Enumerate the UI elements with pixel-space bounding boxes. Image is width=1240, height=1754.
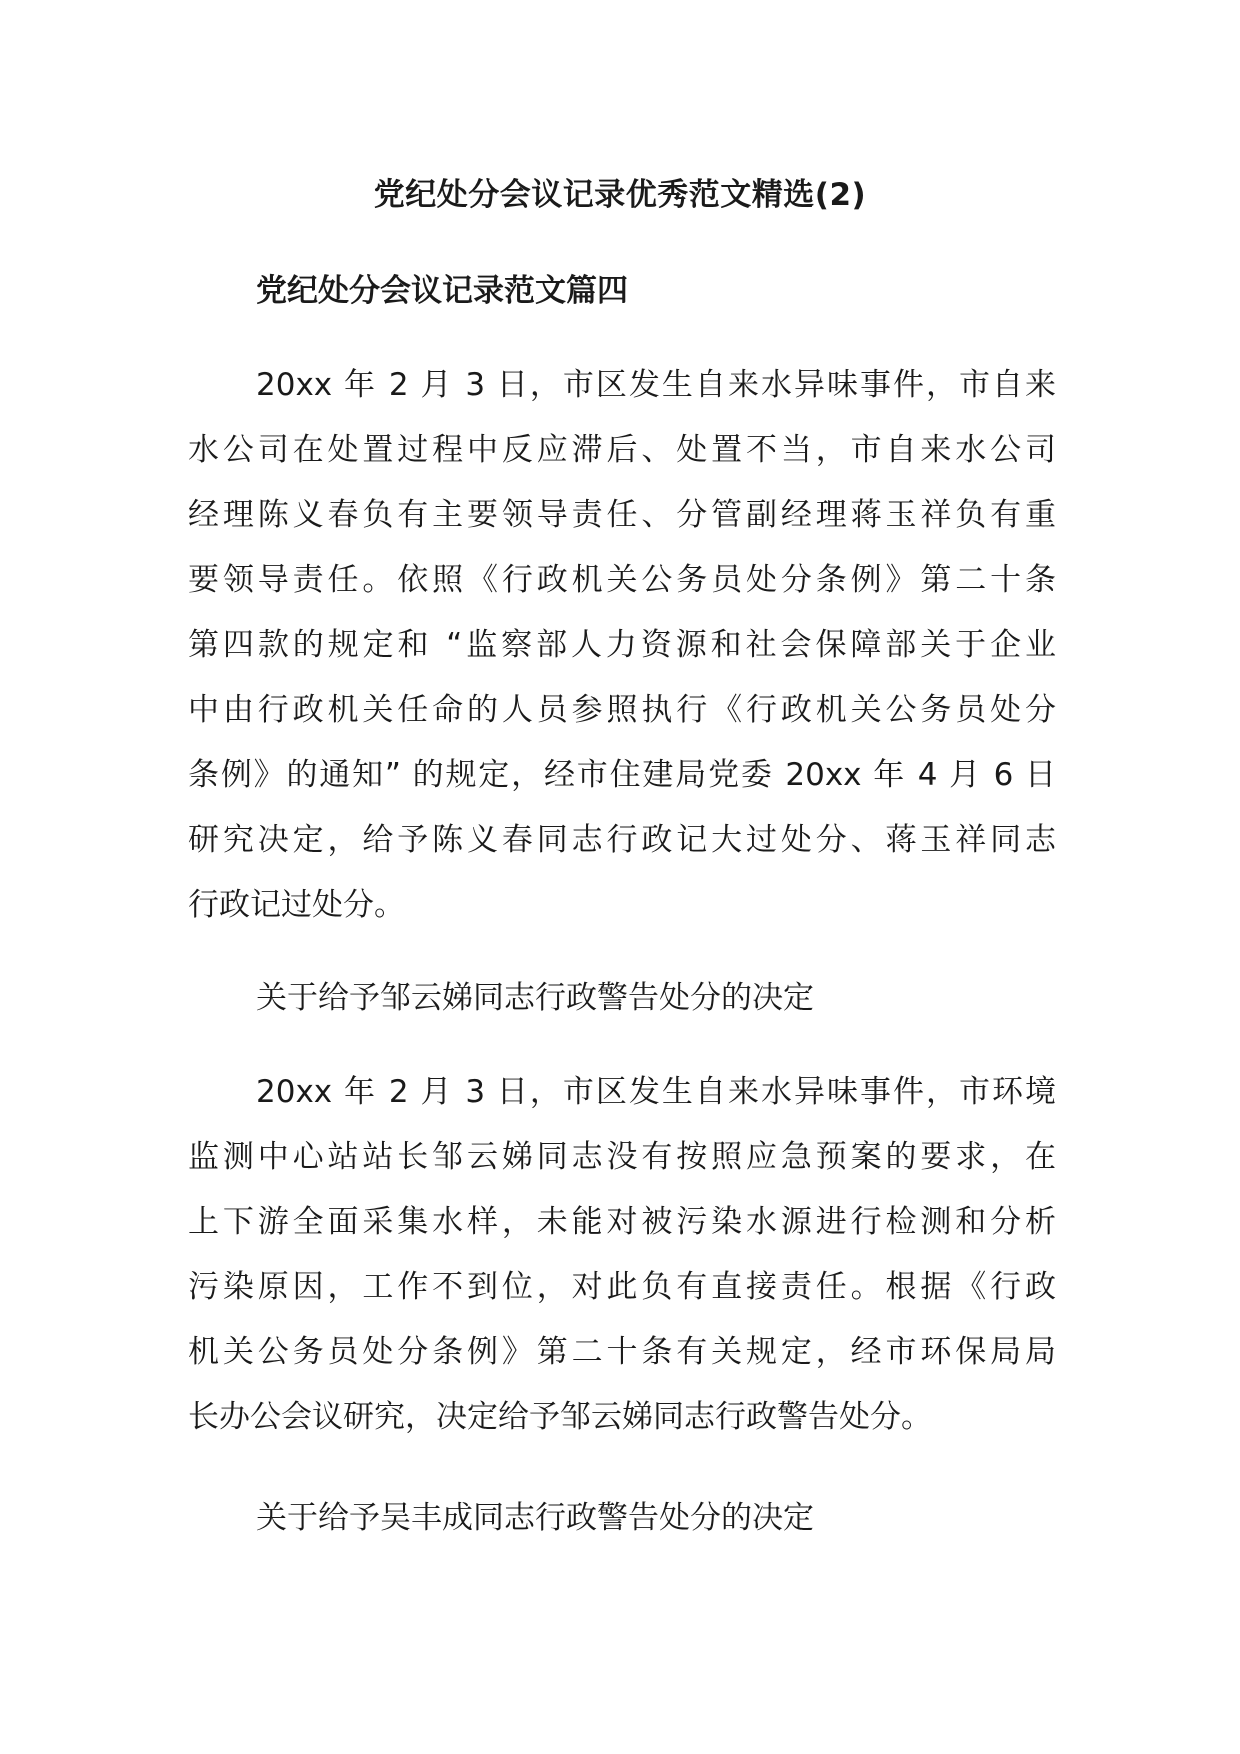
paragraph-1-line: 水公司在处置过程中反应滞后、处置不当，市自来水公司 [188,432,1056,468]
paragraph-1-line: 经理陈义春负有主要领导责任、分管副经理蒋玉祥负有重 [188,497,1056,533]
decision-heading-zou: 关于给予邹云娣同志行政警告处分的决定 [256,980,814,1016]
paragraph-2-line: 监测中心站站长邹云娣同志没有按照应急预案的要求，在 [188,1139,1056,1175]
paragraph-2 [188,1060,1056,1450]
paragraph-1-line: 20xx 年 2 月 3 日，市区发生自来水异味事件，市自来 [256,367,1056,403]
paragraph-2-line: 长办公会议研究，决定给予邹云娣同志行政警告处分。 [188,1399,932,1435]
decision-heading-wu: 关于给予吴丰成同志行政警告处分的决定 [256,1500,814,1536]
section-subtitle: 党纪处分会议记录范文篇四 [256,273,628,309]
paragraph-2-line: 污染原因，工作不到位，对此负有直接责任。根据《行政 [188,1269,1056,1305]
document-title: 党纪处分会议记录优秀范文精选(2) [373,177,867,213]
paragraph-1-line: 行政记过处分。 [188,887,405,923]
paragraph-2-line: 机关公务员处分条例》第二十条有关规定，经市环保局局 [188,1334,1056,1370]
paragraph-2-line: 20xx 年 2 月 3 日，市区发生自来水异味事件，市环境 [256,1074,1056,1110]
paragraph-1-line: 研究决定，给予陈义春同志行政记大过处分、蒋玉祥同志 [188,822,1056,858]
paragraph-1-line: 中由行政机关任命的人员参照执行《行政机关公务员处分 [188,692,1056,728]
paragraph-1 [188,353,1056,938]
paragraph-1-line: 条例》的通知” 的规定，经市住建局党委 20xx 年 4 月 6 日 [188,757,1056,793]
paragraph-1-line: 第四款的规定和 “监察部人力资源和社会保障部关于企业 [188,627,1056,663]
paragraph-1-line: 要领导责任。依照《行政机关公务员处分条例》第二十条 [188,562,1056,598]
paragraph-2-line: 上下游全面采集水样，未能对被污染水源进行检测和分析 [188,1204,1056,1240]
